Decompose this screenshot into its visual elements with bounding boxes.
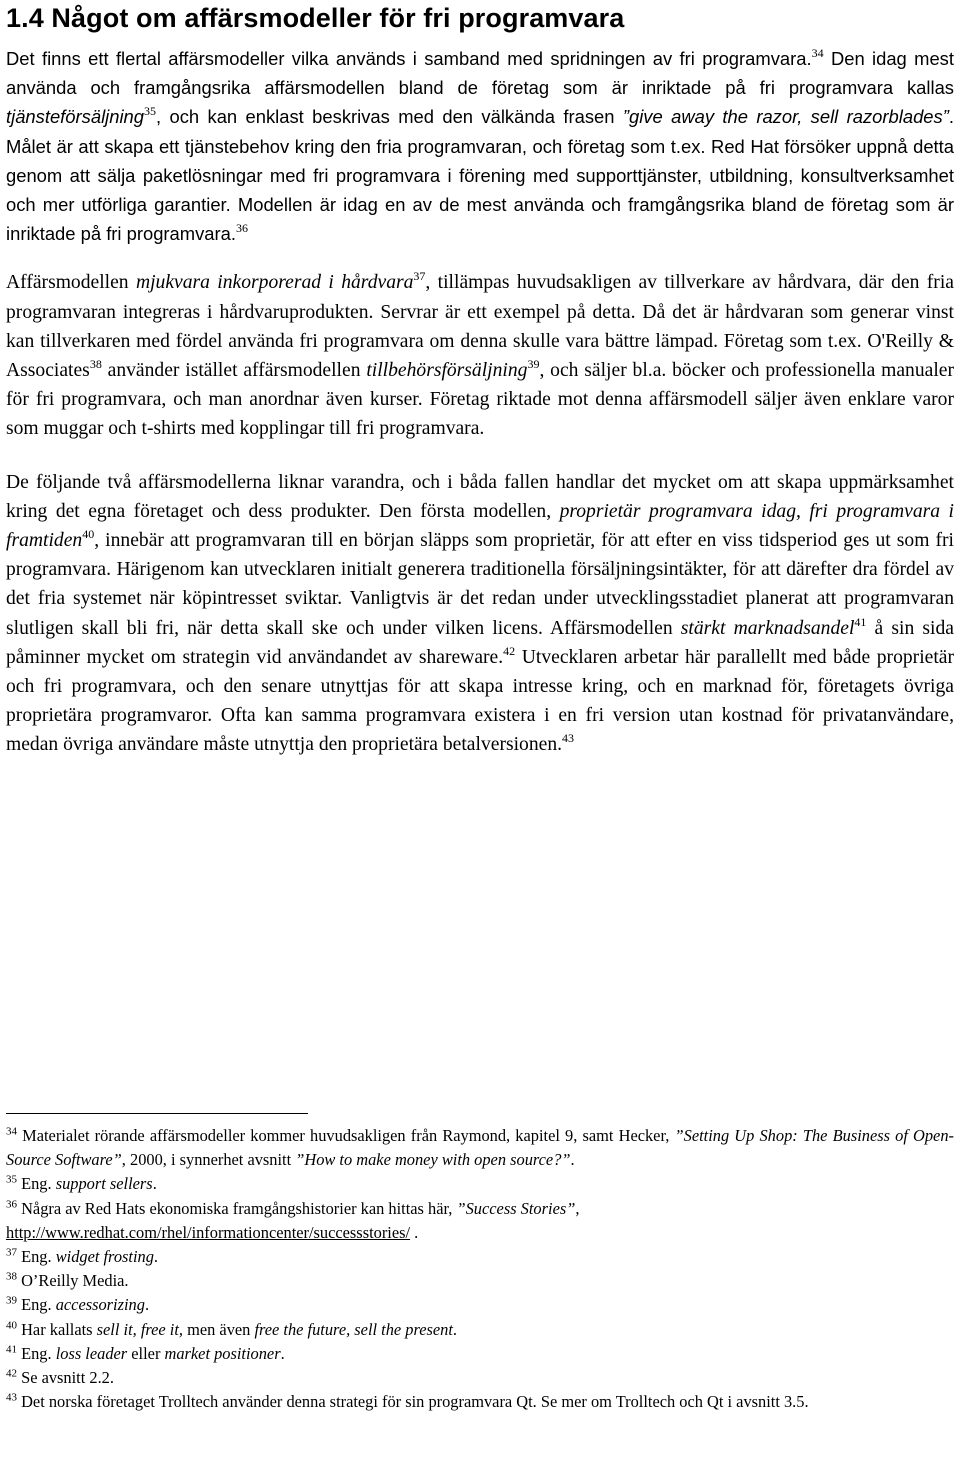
english-term: widget frosting xyxy=(55,1247,154,1267)
paragraph-proprietary-models xyxy=(6,468,954,760)
footnote-number: 35 xyxy=(6,1173,17,1186)
english-term: free the future, sell the present xyxy=(254,1319,453,1339)
term-mjukvara-inkorporerad: mjukvara inkorporerad i hårdvara xyxy=(135,272,414,294)
footnote-ref-39[interactable]: 39 xyxy=(527,357,540,372)
quote-razor-phrase: ”give away the razor, sell razorblades” xyxy=(622,106,949,128)
text-run: . xyxy=(153,1247,159,1267)
footnote-ref-35[interactable]: 35 xyxy=(144,104,157,119)
text-run: men även xyxy=(183,1319,255,1339)
footnote-38 xyxy=(6,1269,954,1293)
text-run: , 2000, i synnerhet avsnitt xyxy=(121,1150,296,1170)
text-run: , xyxy=(575,1198,580,1218)
footnote-37 xyxy=(6,1245,954,1269)
redhat-success-stories-link[interactable]: http://www.redhat.com/rhel/informationcenter/successstories/ xyxy=(6,1222,411,1242)
term-starkt-marknadsandel: stärkt marknadsandel xyxy=(680,617,855,639)
text-run: Eng. xyxy=(17,1174,56,1194)
text-run: Eng. xyxy=(17,1295,56,1315)
cited-section: ”How to make money with open source?” xyxy=(295,1150,571,1170)
english-term: sell it, free it, xyxy=(96,1319,183,1339)
footnotes xyxy=(6,1124,954,1414)
text-run: Utvecklaren arbetar här parallellt med både proprietär och fri programvara, och den senare utnyttjas för att skapa intresse kring, och en marknad för, företagets övriga proprietära programvaror. Ofta kan samma programvara existera i en fri version utan kostnad för privatanvändare, medan övriga användare måste utnyttja den proprietära betalversionen. xyxy=(6,646,954,756)
footnote-ref-38[interactable]: 38 xyxy=(89,357,102,372)
english-term: support sellers xyxy=(55,1174,153,1194)
text-run: Affärsmodellen xyxy=(6,272,136,294)
footnote-ref-42[interactable]: 42 xyxy=(503,644,516,659)
text-run: Har kallats xyxy=(17,1319,97,1339)
english-term: market positioner xyxy=(164,1343,281,1363)
text-run: Se avsnitt 2.2. xyxy=(17,1368,114,1388)
paragraph-hardware-model xyxy=(6,268,954,443)
text-run: Eng. xyxy=(17,1247,56,1267)
section-heading: 1.4 Något om affärsmodeller för fri programvara xyxy=(6,3,625,33)
text-run: . xyxy=(570,1150,575,1170)
cited-title: ”Setting Up Shop: The Business of Open-Source Software” xyxy=(6,1126,954,1170)
footnote-ref-41[interactable]: 41 xyxy=(854,614,867,629)
text-run: Den idag mest använda och framgångsrika affärsmodellen bland de företag som är inriktade på fri programvara kallas xyxy=(6,48,954,99)
footnote-35 xyxy=(6,1172,954,1196)
text-run: å sin sida påminner mycket om strategin vid användandet av shareware. xyxy=(6,617,954,668)
text-run: , och säljer bl.a. böcker och professionella manualer för fri programvara, och man anordnar även kurser. Företag riktade mot denna affärsmodell säljer även enklare varor som muggar och t-shirts med kopplingar till fri programvara. xyxy=(6,360,954,440)
text-run: Materialet rörande affärsmodeller kommer huvudsakligen från Raymond, kapitel 9, samt Hecker, xyxy=(17,1126,675,1145)
term-proprietar-idag: proprietär programvara idag, fri programvara i framtiden xyxy=(6,500,955,552)
text-run: , tillämpas huvudsakligen av tillverkare av hårdvara, där den fria programvaran integreras i hårdvaruprodukten. Servrar är ett exempel på detta. Då det är hårdvaran som generar vinst kan tillverkaren med fördel använda fri programvara om denna skulle vara bättre lämpad. Företag som t.ex. O'Reilly & Associates xyxy=(6,272,954,382)
footnote-42 xyxy=(6,1366,954,1390)
text-run: , och kan enklast beskrivas med den välkända frasen xyxy=(156,106,623,128)
term-tillbehorsforsaljning: tillbehörsförsäljning xyxy=(366,360,528,382)
text-run: . xyxy=(144,1295,150,1315)
text-run: eller xyxy=(127,1343,165,1363)
footnote-39 xyxy=(6,1293,954,1317)
footnote-40 xyxy=(6,1318,954,1342)
footnote-number: 41 xyxy=(6,1343,17,1356)
document-page xyxy=(6,0,955,1412)
text-run: använder istället affärsmodellen xyxy=(101,360,367,382)
text-run: Några av Red Hats ekonomiska framgångshistorier kan hittas här, xyxy=(17,1198,457,1218)
text-run: . xyxy=(152,1174,157,1194)
text-run: O’Reilly Media. xyxy=(17,1271,129,1291)
text-run: , innebär att programvaran till en början släpps som proprietär, för att efter en viss tidsperiod ges ut som fri programvara. Härigenom kan utvecklaren initialt generera traditionella försäljningsintäkter, för att därefter dra fördel av det fria systemet när köpintresset sviktar. Vanligtvis är det redan under utvecklingsstadiet planerat att programvaran slutligen skall bli fri, när detta skall ske och under vilken licens. Affärsmodellen xyxy=(6,530,954,639)
footnote-separator xyxy=(6,1113,308,1114)
footnote-ref-34[interactable]: 34 xyxy=(811,46,824,61)
footnote-number: 39 xyxy=(6,1294,17,1307)
footnote-number: 34 xyxy=(6,1125,17,1138)
cited-title: ”Success Stories” xyxy=(456,1198,576,1218)
footnote-ref-36[interactable]: 36 xyxy=(235,221,248,236)
footnote-number: 40 xyxy=(6,1319,17,1332)
english-term: loss leader xyxy=(55,1343,128,1363)
footnote-number: 42 xyxy=(6,1367,17,1380)
paragraph-service-model xyxy=(6,44,954,248)
text-run: . xyxy=(452,1319,458,1339)
footnote-36 xyxy=(6,1197,954,1245)
footnote-41 xyxy=(6,1342,954,1366)
term-tjansteforsaljning: tjänsteförsäljning xyxy=(6,106,145,128)
footnote-number: 36 xyxy=(6,1198,17,1211)
footnote-34 xyxy=(6,1124,954,1172)
footnote-number: 37 xyxy=(6,1246,17,1259)
footnote-43 xyxy=(6,1390,954,1414)
text-run: Eng. xyxy=(17,1343,56,1363)
english-term: accessorizing xyxy=(55,1295,145,1315)
text-run: . Målet är att skapa ett tjänstebehov kring den fria programvaran, och företag som t.ex. Red Hat försöker uppnå detta genom att sälja paketlösningar med fri programvara i förening med supporttjänster, utbildning, konsultverksamhet och mer utförliga garantier. Modellen är idag en av de mest använda och framgångsrika bland de företag som är inriktade på fri programvara. xyxy=(6,106,954,245)
footnote-number: 43 xyxy=(6,1391,17,1404)
footnote-ref-43[interactable]: 43 xyxy=(562,731,575,746)
text-run: De följande två affärsmodellerna liknar varandra, och i båda fallen handlar det mycket om att skapa uppmärksamhet kring det egna företaget och dess produkter. Den första modellen, xyxy=(6,471,954,522)
text-run: . xyxy=(280,1343,285,1363)
footnote-ref-37[interactable]: 37 xyxy=(413,269,426,284)
footnote-ref-40[interactable]: 40 xyxy=(82,527,95,542)
text-run: . xyxy=(410,1222,419,1242)
text-run: Det finns ett flertal affärsmodeller vilka används i samband med spridningen av fri programvara. xyxy=(6,48,812,69)
text-run: Det norska företaget Trolltech använder denna strategi för sin programvara Qt. Se mer om Trolltech och Qt i avsnitt 3.5. xyxy=(17,1392,809,1412)
footnote-number: 38 xyxy=(6,1270,17,1283)
